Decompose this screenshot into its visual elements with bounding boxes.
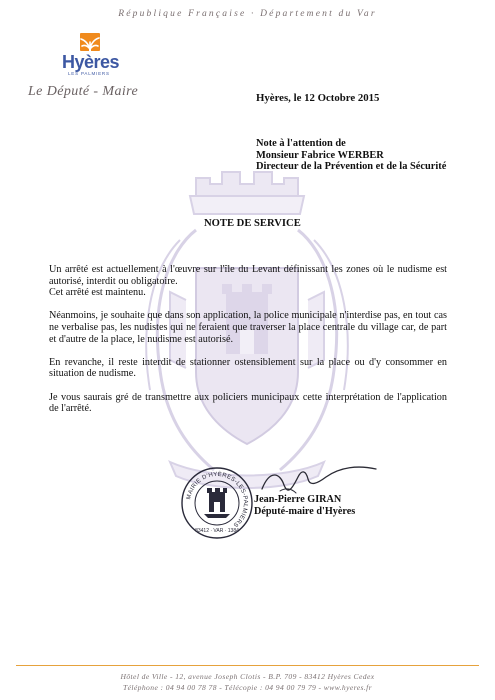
footer-divider bbox=[16, 665, 479, 666]
note-body bbox=[49, 264, 447, 426]
signatory-block bbox=[254, 494, 355, 518]
office-title: Le Député - Maire bbox=[28, 84, 139, 99]
seal-ring-text: MAIRIE D'HYÈRES-LES-PALMIERS bbox=[186, 471, 249, 528]
republic-header: République Française · Département du Var bbox=[118, 9, 377, 19]
addressee-name: Monsieur Fabrice WERBER bbox=[256, 149, 384, 161]
paragraph: En revanche, il reste interdit de stationner ostensiblement sur la place ou d'y consommer en situation de nudisme. bbox=[49, 356, 447, 380]
addressee-line: Note à l'attention de bbox=[256, 138, 346, 149]
signatory-name: Jean-Pierre GIRAN bbox=[254, 494, 342, 505]
document-title: NOTE DE SERVICE bbox=[204, 218, 301, 229]
paragraph: Cet arrêté est maintenu. bbox=[49, 287, 146, 299]
paragraph: Néanmoins, je souhaite que dans son application, la police municipale n'interdise pas, en tout cas ne verbalise pas, les nudistes qui ne feraient que traverser la place centrale du village car, de part et d'autre de la place, le nudisme est autorisé. bbox=[49, 310, 447, 345]
footer-contact: Téléphone : 04 94 00 78 78 - Télécopie : 04 94 00 79 79 - www.hyeres.fr bbox=[122, 683, 372, 692]
seal-bottom-text: 83412 · VAR · 1384 bbox=[195, 528, 239, 534]
footer-address: Hôtel de Ville - 12, avenue Joseph Clotis - B.P. 709 - 83412 Hyères Cedex bbox=[120, 672, 375, 681]
logo-wordmark: Hyères bbox=[62, 52, 120, 72]
logo-tagline: LES PALMIERS bbox=[68, 71, 110, 76]
signatory-title: Député-maire d'Hyères bbox=[254, 506, 356, 517]
paragraph: Un arrêté est actuellement à l'œuvre sur l'île du Levant définissant les zones où le nudisme est autorisé, interdit ou obligatoire. bbox=[49, 264, 447, 287]
date-line: Hyères, le 12 Octobre 2015 bbox=[256, 92, 380, 104]
paragraph: Je vous saurais gré de transmettre aux policiers municipaux cette interprétation de l'application de l'arrêté. bbox=[49, 391, 447, 415]
addressee-role: Directeur de la Prévention et de la Sécurité bbox=[256, 161, 447, 172]
